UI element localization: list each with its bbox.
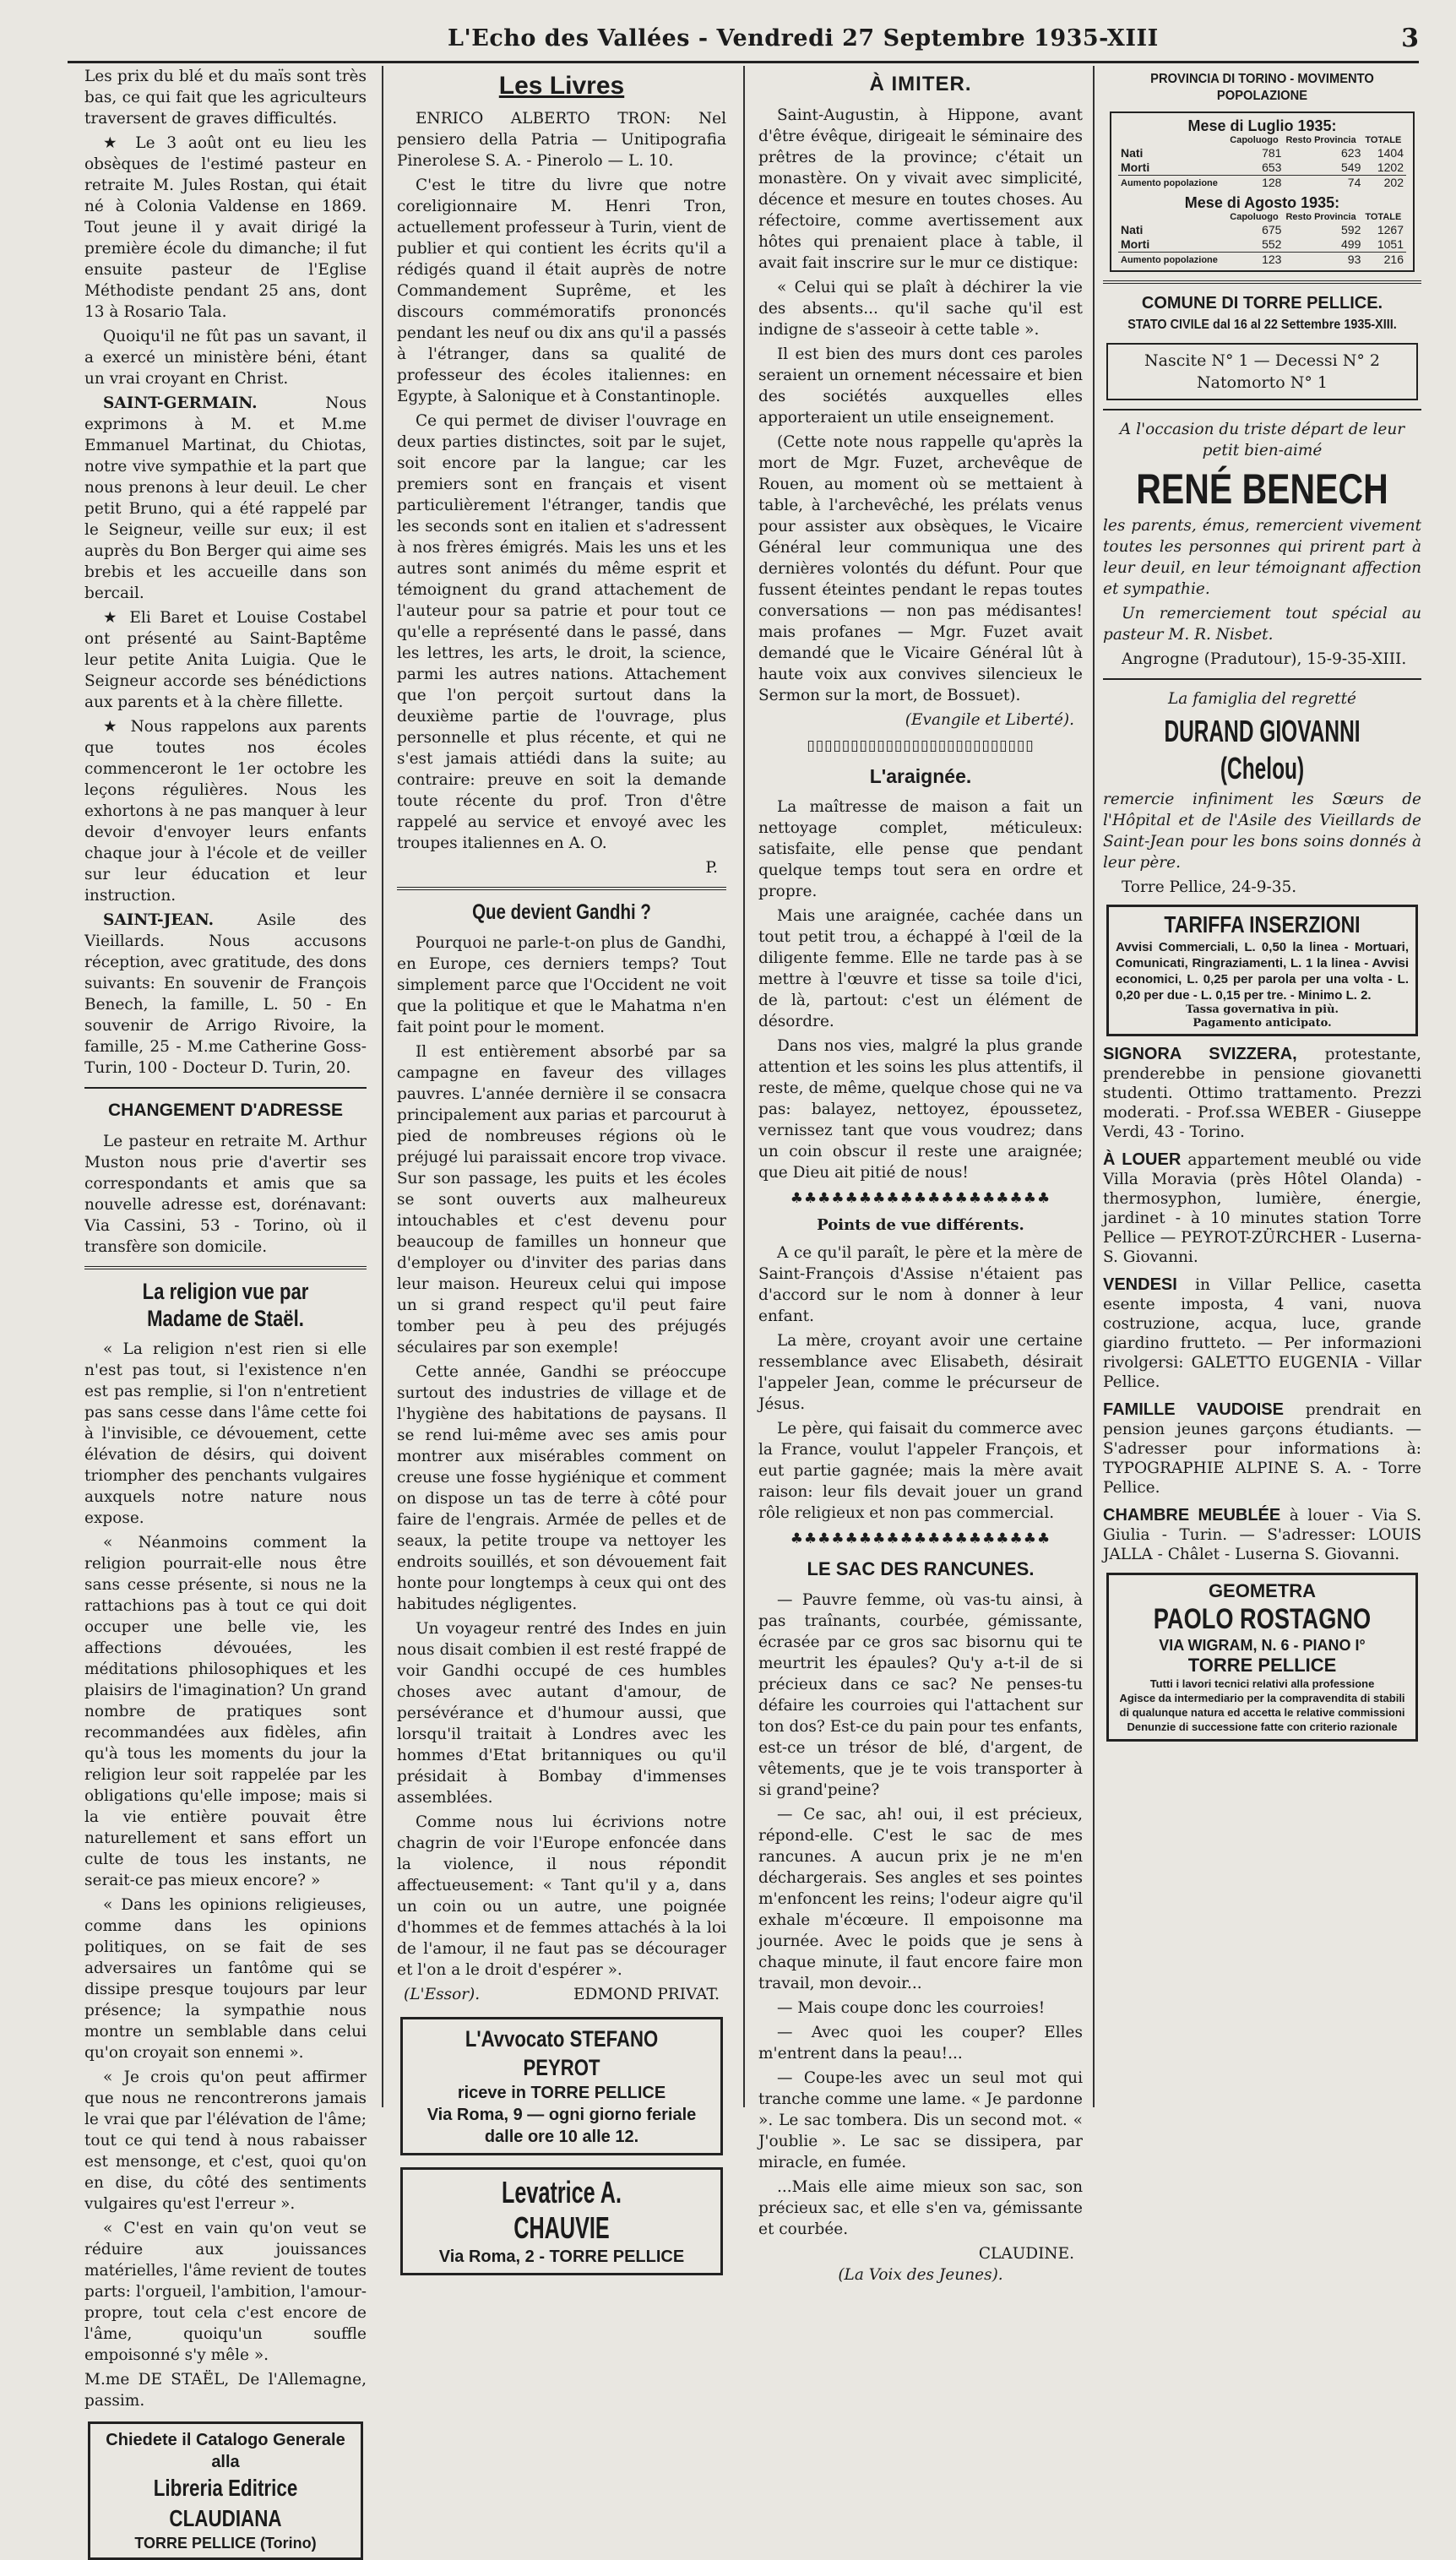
headline-provincia: PROVINCIA DI TORINO - MOVIMENTO POPOLAZIONE	[1150, 72, 1374, 103]
column-divider	[743, 66, 745, 2107]
table-cell: 1404	[1377, 146, 1404, 160]
news-saint-jean	[84, 910, 367, 1079]
signature: CLAUDINE.	[978, 2245, 1074, 2263]
divider	[84, 1266, 367, 1269]
table-cell: Aumento popolazione	[1118, 253, 1228, 268]
table-cell: 623	[1341, 146, 1361, 160]
paragraph: Dans nos vies, malgré la plus grande attention et les soins les plus attentifs, il reste, de même, quelque chose qui ne va pas: balayez, nettoyez, époussetez, vernissez tant que vous voudrez; dans un coin obscur il reste une araignée; que Dieu ait pitié de nous!	[758, 1037, 1083, 1182]
table-cell: 74	[1284, 176, 1363, 191]
table-row	[1118, 176, 1406, 191]
divider	[397, 887, 726, 890]
ad-line: Denunzie di successione fatte con criterio razionale	[1127, 1720, 1398, 1733]
ad-text: in Villar Pellice, casetta esente imposta, 4 vani, nuova costruzione, acqua, luce, grande giardino frutteto. — Per informazioni rivolgersi: GALETTO EUGENIA - Villar Pellice.	[1103, 1276, 1421, 1391]
stats-july	[1110, 111, 1415, 272]
table-cell: Nati	[1121, 146, 1144, 160]
table-row	[1118, 146, 1406, 160]
ad-line: GEOMETRA	[1208, 1580, 1317, 1601]
table-cell: 653	[1262, 160, 1282, 174]
nascite-line: Nascite N° 1 — Decessi N° 2	[1144, 351, 1380, 370]
ad-line: TORRE PELLICE (Torino)	[134, 2535, 317, 2552]
ad-text: prendrait en pension jeunes garçons étudiants. — S'adresser pour informations à: TYPOGRAPHIE ALPINE S. A. - Torre Pellice.	[1103, 1401, 1421, 1497]
source-line	[404, 1984, 720, 2005]
table-cell: 1051	[1377, 237, 1404, 251]
column-divider	[1093, 66, 1095, 2107]
ad-text: appartement meublé ou vide Villa Moravia (près Hôtel Olanda) - thermosyphon, lumière, énergie, jardinet - à 10 minutes station Torre Pellice — PEYROT-ZÜRCHER - Luserna-S. Giovanni.	[1103, 1151, 1421, 1266]
paragraph: Mais une araignée, cachée dans un tout petit trou, a échappé à l'œil de la diligente femme. Elle ne tarde pas à se mettre à l'œuvre et tisse sa toile d'ici, de là, partout: c'est un élément de désordre.	[758, 907, 1083, 1030]
paragraph: — Avec quoi les couper? Elles m'entrent dans la peau!...	[758, 2024, 1083, 2063]
paragraph: Il est entièrement absorbé par sa campagne en faveur des villages pauvres. L'année dernière il se consacra principalement aux parias et parcourut à pied de nombreuses régions où le préjugé lui paraissait encore trop vivace. Sur son passage, les puits et les écoles se sont ouverts aux malheureux intouchables et c'est devenu pour beaucoup de familles un honneur que d'employer ou d'inviter des parias dans leur maison. Heureux celui qui impose un si grand respect qu'il peut faire tomber peu à peu des préjugés séculaires par son exemple!	[397, 1043, 726, 1356]
column-divider	[382, 66, 383, 2107]
page-number: 3	[1401, 24, 1419, 53]
paragraph: Les prix du blé et du maïs sont très bas, ce qui fait que les agriculteurs traversent de graves difficultés.	[84, 68, 367, 128]
headline-comune: COMUNE DI TORRE PELLICE.	[1141, 294, 1383, 313]
ad-keyword: CHAMBRE MEUBLÉE	[1103, 1506, 1281, 1525]
table-row	[1118, 253, 1406, 268]
table-cell: 123	[1228, 253, 1284, 268]
ad-item	[1103, 1400, 1421, 1497]
paragraph: Un remerciement tout spécial au pasteur M. R. Nisbet.	[1103, 605, 1421, 644]
paragraph: « Néanmoins comment la religion pourrait-elle nous être sans cesse présente, si nous ne la rattachions pas à tout ce qui doit occuper une belle vie, les affections dévouées, les méditations philosophiques et les plaisirs de l'imagination? Un grand nombre de pratiques sont recommandées aux fidèles, afin qu'à tous les moments du jour la religion leur soit rappelée par les obligations qu'elle impose; mais si la vie entière pouvait être naturellement et sans effort un culte de tous les instants, ne serait-ce pas mieux encore? »	[84, 1534, 367, 1889]
page-header	[68, 24, 1419, 63]
tariffa-box	[1106, 905, 1418, 1036]
ornament-divider: ♣♣♣♣♣♣♣♣♣♣♣♣♣♣♣♣♣♣♣	[790, 1190, 1051, 1207]
ornament-divider: ♣♣♣♣♣♣♣♣♣♣♣♣♣♣♣♣♣♣♣	[790, 1530, 1051, 1547]
headline-sac-des-rancunes: LE SAC DES RANCUNES.	[807, 1558, 1035, 1579]
tariffa-note: Tassa governativa in più.	[1185, 1003, 1339, 1016]
ad-item	[1103, 1275, 1421, 1392]
ad-line: VIA WIGRAM, N. 6 - PIANO I°	[1159, 1637, 1366, 1654]
headline-gandhi: Que devient Gandhi ?	[472, 900, 651, 924]
ad-line: Agisce da intermediario per la compravendita di stabili di qualunque natura ed accetta le relative commissioni	[1119, 1692, 1405, 1719]
tariffa-text: Avvisi Commerciali, L. 0,50 la linea - Mortuari, Comunicati, Ringraziamenti, L. 1 la linea - Avvisi economici, L. 0,25 per parola per una volta - L. 0,20 per due - L. 0,15 per tre. - Minimo L. 2.	[1116, 940, 1409, 1003]
paragraph: « Je crois qu'on peut affirmer que nous ne rencontrerons jamais le vrai que par l'élévation de l'âme; tout ce qui tend à nous rabaisser est mensonge, et c'est, quoi qu'on en dise, du côté des sentiments vulgaires qu'est l'erreur ».	[84, 2068, 367, 2213]
paragraph: Un voyageur rentré des Indes en juin nous disait combien il est resté frappé de voir Gandhi occupé de ces humbles choses avec autant d'amour, de persévérance et d'humour aussi, que lorsqu'il traitait à Londres avec les hommes d'Etat britanniques ou qu'il présidait à Bombay d'immenses assemblées.	[397, 1620, 726, 1807]
table-cell: Nati	[1121, 223, 1144, 236]
ad-item	[1103, 1150, 1421, 1267]
headline-araignee: L'araignée.	[869, 765, 972, 787]
place-date: Torre Pellice, 24-9-35.	[1122, 878, 1297, 896]
paragraph: « Celui qui se plaît à déchirer la vie des absents... qu'il sache qu'il est indigne de s'asseoir à cette table ».	[758, 279, 1083, 339]
paragraph: (Cette note nous rappelle qu'après la mort de Mgr. Fuzet, archevêque de Rouen, au moment où se mettaient à table, à l'archevêché, les prélats venus pour assister aux obsèques, le Vicaire Général leur communiqua une des dernières volontés du défunt. Pour que fussent éteintes pendant le repas toutes conversations — non pas médisantes! mais profanes — Mgr. Fuzet avait demandé que le Vicaire Général lût à haute voix aux convives silencieux le Sermon sur la mort, de Bossuet).	[758, 433, 1083, 704]
col-header: Capoluogo	[1230, 135, 1279, 145]
table-row	[1118, 223, 1406, 237]
signature: P.	[705, 859, 718, 877]
ad-keyword: FAMILLE VAUDOISE	[1103, 1400, 1284, 1419]
ad-text: à louer - Via S. Giulia - Turin. — S'adresser: LOUIS JALLA - Châlet - Luserna S. Giovanni.	[1103, 1507, 1421, 1563]
benech-intro: A l'occasion du triste départ de leur petit bien-aimé	[1119, 421, 1405, 459]
col-header: TOTALE	[1365, 135, 1402, 145]
paragraph: — Mais coupe donc les courroies!	[777, 1999, 1046, 2017]
ad-claudiana	[88, 2421, 363, 2560]
table-cell: 93	[1284, 253, 1363, 268]
table-row	[1118, 160, 1406, 176]
column-4	[1103, 66, 1421, 2111]
classified-ads	[1103, 1045, 1421, 1564]
stato-civile-box	[1106, 343, 1418, 400]
tariffa-note: Pagamento anticipato.	[1193, 1017, 1332, 1030]
ad-line: Libreria Editrice CLAUDIANA	[153, 2475, 298, 2531]
stats-table	[1118, 135, 1406, 190]
ornament-divider: ▯▯▯▯▯▯▯▯▯▯▯▯▯▯▯▯▯▯▯▯▯▯▯▯▯▯	[807, 737, 1035, 754]
signature: EDMOND PRIVAT.	[573, 1986, 720, 2003]
headline-a-imiter: À IMITER.	[869, 73, 972, 95]
paragraph: remercie infiniment les Sœurs de l'Hôpital et de l'Asile des Vieillards de Saint-Jean pour les bons soins donnés à leur père.	[1103, 791, 1421, 872]
column-1	[84, 66, 367, 2552]
paragraph: — Pauvre femme, où vas-tu ainsi, à pas traînants, courbée, gémissante, écrasée par ce gros sac bisornu qui te meurtrit les épaules? Qu'y a-t-il de si précieux dans ce sac? Ne penses-tu défaire les courroies qui l'attachent sur ton dos? Est-ce du pain pour tes enfants, est-ce un trésor de blé, d'argent, de vêtements, que je te vois transporter à si grand'peine?	[758, 1591, 1083, 1799]
divider	[84, 1087, 367, 1089]
paragraph: Le père, qui faisait du commerce avec la France, voulut l'appeler François, et eut partie gagnée; mais la mère avait raison: leur fils devait jouer un grand rôle religieux et non pas commercial.	[758, 1420, 1083, 1522]
stats-table	[1118, 212, 1406, 267]
paragraph: Ce qui permet de diviser l'ouvrage en deux parties distinctes, soit par le sujet, soit encore par la langue; car les premiers sont en français et visent particulièrement l'étranger, tandis que les seconds sont en italien et s'adressent à nos frères émigrés. Mais les uns et les autres sont animés du même esprit et témoignent du grand attachement de l'auteur pour sa patrie et pour tout ce qu'elle a représenté dans le passé, dans les lettres, les arts, le droit, la science, parmi les autres nations. Attachement que l'on perçoit surtout dans la deuxième partie de l'ouvrage, plus personnelle et plus récente, et qui ne s'est jamais attiédi dans la suite; au contraire: preuve en soit la demande toute récente du prof. Tron d'être rappelé au service et envoyé avec les troupes italiennes en A. O.	[397, 412, 726, 852]
paragraph: « C'est en vain qu'on veut se réduire aux jouissances matérielles, l'âme revient de toutes parts: l'orgueil, l'ambition, l'amour-propre, tout cela c'est encore de l'âme, quoiqu'un souffle empoisonné s'y mêle ».	[84, 2220, 367, 2364]
paragraph: — Coupe-les avec un seul mot qui tranche comme une lame. « Je pardonne ». Le sac tombera. Dis un second mot. « J'oublie ». Le sac se dissipera, par miracle, en fumée.	[758, 2069, 1083, 2171]
durand-intro: La famiglia del regretté	[1168, 690, 1356, 708]
ad-line: Levatrice A. CHAUVIE	[502, 2175, 622, 2245]
source: (L'Essor).	[404, 1986, 481, 2003]
paragraph: — Ce sac, ah! oui, il est précieux, répond-elle. C'est le sac de mes rancunes. A aucun prix je ne m'en déchargerais. Ses angles et ses pointes m'enfoncent les reins; l'odeur aigre qu'il exhale m'écœure. Il empoisonne ma journée. Avec le poids que je sens à chaque minute, il faut encore faire mon travail, mon devoir...	[758, 1806, 1083, 1992]
paragraph: Comme nous lui écrivions notre chagrin de voir l'Europe enfoncée dans la violence, il nous répondit affectueusement: « Tant qu'il y a, dans un coin ou un autre, une poignée d'hommes et de femmes attachés à la loi de l'amour, il ne faut pas se décourager et l'on a le droit d'espérer ».	[397, 1813, 726, 1979]
paragraph: C'est le titre du livre que notre coreligionnaire M. Henri Tron, actuellement professeur à Turin, vient de publier et qui contient les écrits qu'il a rédigés quand il était auprès de notre Commandement Suprême, et les discours commémoratifs prononcés pendant les neuf ou dix ans qu'il a passés à l'étranger, dans sa qualité de professeur des écoles italiennes: en Egypte, à Salonique et à Constantinople.	[397, 177, 726, 405]
table-cell: Morti	[1121, 160, 1150, 174]
source: (La Voix des Jeunes).	[838, 2266, 1003, 2284]
ad-keyword: À LOUER	[1103, 1150, 1182, 1169]
tariffa-title: TARIFFA INSERZIONI	[1164, 911, 1361, 938]
ad-line: TORRE PELLICE	[1187, 1655, 1337, 1676]
ad-item	[1103, 1506, 1421, 1564]
table-cell: 1202	[1377, 160, 1404, 174]
col-header: TOTALE	[1365, 212, 1402, 222]
paragraph: ...Mais elle aime mieux son sac, son précieux sac, et elle s'en va, gémissante et courbée.	[758, 2178, 1083, 2238]
signature: M.me DE STAËL, De l'Allemagne, passim.	[84, 2371, 367, 2410]
column-3	[758, 66, 1083, 2284]
paragraph: A ce qu'il paraît, le père et la mère de Saint-François d'Assise n'étaient pas d'accord sur le nom à donner à leur enfant.	[758, 1244, 1083, 1325]
table-row	[1118, 237, 1406, 253]
header-title: L'Echo des Vallées - Vendredi 27 Septembre 1935-XIII	[448, 25, 1159, 52]
col-header: Capoluogo	[1230, 212, 1279, 222]
place-label: SAINT-JEAN.	[103, 911, 215, 929]
stats-caption: Mese di Agosto 1935:	[1184, 194, 1340, 211]
paragraph: « Dans les opinions religieuses, comme dans les opinions politiques, on se fait de ses adversaires un fantôme qui se dissipe presque toujours par leur présence; la sympathie nous montre un semblable dans celui qu'on croyait son ennemi ».	[84, 1896, 367, 2062]
table-cell: 1267	[1377, 223, 1404, 236]
stato-civile: STATO CIVILE dal 16 al 22 Settembre 1935-XIII.	[1127, 318, 1397, 332]
ad-line: Chiedete il Catalogo Generale alla	[106, 2431, 345, 2471]
col-header: Resto Provincia	[1285, 212, 1356, 222]
table-cell: 781	[1262, 146, 1282, 160]
headline-les-livres: Les Livres	[498, 72, 625, 100]
table-cell: 499	[1341, 237, 1361, 251]
paragraph: La mère, croyant avoir une certaine ressemblance avec Elisabeth, désirait l'appeler Jean, comme le précurseur de Jésus.	[758, 1332, 1083, 1413]
divider	[1103, 280, 1421, 284]
paragraph-text: Nous exprimons à M. et M.me Emmanuel Martinat, du Chiotas, notre vive sympathie et la part que nous prenons à leur deuil. Le cher petit Bruno, qui a été rappelé par le Seigneur, veille sur eux; il est auprès du Bon Berger qui aime ses brebis et les accueille dans son bercail.	[84, 394, 367, 602]
table-cell: 549	[1341, 160, 1361, 174]
paragraph: Saint-Augustin, à Hippone, avant d'être évêque, dirigeait le séminaire des prêtres de la province; c'était un monastère. On y vivait avec simplicité, décence et mesure en toutes choses. Au réfectoire, comme avertissement aux hôtes qui prenaient place à table, il avait fait inscrire sur le mur ce distique:	[758, 106, 1083, 272]
paragraph: Il est bien des murs dont ces paroles seraient un ornement nécessaire et bien des sociétés auxquelles elles apporteraient un utile enseignement.	[758, 345, 1083, 427]
divider	[1103, 678, 1421, 680]
paragraph: La maîtresse de maison a fait un nettoyage complet, méticuleux: satisfaite, elle pense que pendant quelque temps tout sera en ordre et propre.	[758, 798, 1083, 900]
paragraph: Quoiqu'il ne fût pas un savant, il a exercé un ministère béni, étant un vrai croyant en Christ.	[84, 328, 367, 388]
paragraph: Cette année, Gandhi se préoccupe surtout des industries de village et de l'hygiène des habitations de paysans. Il se rend lui-même avec ses amis pour montrer aux misérables comment on creuse une fosse hygiénique et comment on dispose un tas de terre à côté pour faire de l'engrais. Armée de pelles et de seaux, la petite troupe va nettoyer les endroits souillés, et son dévouement fait honte pour longtemps à ceux qui ont des habitudes négligentes.	[397, 1363, 726, 1613]
news-saint-germain	[84, 393, 367, 604]
source: (Evangile et Liberté).	[905, 711, 1074, 729]
table-cell: 552	[1262, 237, 1282, 251]
paragraph: Pourquoi ne parle-t-on plus de Gandhi, en Europe, ces derniers temps? Tout simplement parce que l'Occident ne voit que la politique et que le Mahatma n'en fait point pour le moment.	[397, 934, 726, 1036]
headline-stael: La religion vue par Madame de Staël.	[142, 1279, 309, 1331]
paragraph-text: Asile des Vieillards. Nous accusons réception, avec gratitude, des dons suivants: En souvenir de François Benech, la famille, L. 50 - En souvenir de Arrigo Rivoire, la famille, 25 - M.me Catherine Goss-Turin, 100 - Docteur D. Turin, 20.	[84, 911, 367, 1077]
table-cell: 128	[1228, 176, 1284, 191]
ad-line: L'Avvocato STEFANO PEYROT	[465, 2026, 659, 2080]
place-label: SAINT-GERMAIN.	[103, 394, 258, 412]
book-reference: ENRICO ALBERTO TRON: Nel pensiero della Patria — Unitipografia Pinerolese S. A. - Pinerolo — L. 10.	[397, 110, 726, 170]
headline-points-de-vue: Points de vue différents.	[817, 1216, 1024, 1234]
column-2	[397, 66, 726, 2266]
divider	[1103, 409, 1421, 410]
ad-geometra	[1106, 1573, 1418, 1742]
name-rene-benech: RENÉ BENECH	[1136, 465, 1388, 513]
natomorto-line: Natomorto N° 1	[1197, 373, 1328, 392]
table-cell: Morti	[1121, 237, 1150, 251]
ad-text: protestante, prenderebbe in pensione giovanetti studenti. Ottimo trattamento. Prezzi moderati. - Prof.ssa WEBER - Giuseppe Verdi, 43 - Torino.	[1103, 1046, 1421, 1141]
paragraph: « La religion n'est rien si elle n'est pas tout, si l'existence n'en est pas remplie, si l'on n'entretient pas sans cesse dans l'âme cette foi à l'invisible, ce dévouement, cette élévation de désirs, qui doivent triompher des penchants vulgaires auxquels notre nature nous expose.	[84, 1340, 367, 1527]
headline-change-address: CHANGEMENT D'ADRESSE	[107, 1101, 343, 1120]
paragraph: les parents, émus, remercient vivement toutes les personnes qui prirent part à leur deuil, en leur témoignant affection et sympathie.	[1103, 517, 1421, 598]
ad-keyword: SIGNORA SVIZZERA,	[1103, 1045, 1297, 1063]
table-cell: 592	[1341, 223, 1361, 236]
table-cell: 216	[1363, 253, 1406, 268]
ad-chauvie	[400, 2167, 723, 2275]
ad-item	[1103, 1045, 1421, 1142]
paragraph: ★ Le 3 août ont eu lieu les obsèques de l'estimé pasteur en retraite M. Jules Rostan, qui était né à Colonia Valdense en 1869. Tout jeune il y avait dirigé la première école du dimanche; il fut ensuite pasteur de l'Eglise Méthodiste pendant 25 ans, dont 13 à Rosario Tala.	[84, 134, 367, 321]
paragraph: Le pasteur en retraite M. Arthur Muston nous prie d'avertir ses correspondants et amis que sa nouvelle adresse est, dorénavant: Via Cassini, 53 - Torino, où il transfère son domicile.	[84, 1133, 367, 1256]
ad-line: Via Roma, 9 — ogni giorno feriale dalle ore 10 alle 12.	[426, 2106, 697, 2146]
ad-keyword: VENDESI	[1103, 1275, 1177, 1294]
col-header: Resto Provincia	[1285, 135, 1356, 145]
name-durand-giovanni: DURAND GIOVANNI (Chelou)	[1164, 714, 1361, 785]
table-cell: 202	[1363, 176, 1406, 191]
paragraph: ★ Nous rappelons aux parents que toutes nos écoles commenceront le 1er octobre les leçons régulières. Nous les exhortons à ne pas manquer à leur devoir d'envoyer leurs enfants chaque jour à l'école et de veiller sur leur éducation et leur instruction.	[84, 718, 367, 905]
ad-peyrot	[400, 2017, 723, 2155]
paragraph: ★ Eli Baret et Louise Costabel ont présenté au Saint-Baptême leur petite Anita Luigia. Que le Seigneur accorde ses bénédictions aux parents et à la chère fillette.	[84, 609, 367, 711]
ad-line: riceve in TORRE PELLICE	[457, 2084, 666, 2102]
stats-caption: Mese di Luglio 1935:	[1187, 117, 1337, 134]
ad-line: Tutti i lavori tecnici relativi alla professione	[1149, 1677, 1375, 1690]
ad-line: Via Roma, 2 - TORRE PELLICE	[438, 2247, 685, 2266]
place-date: Angrogne (Pradutour), 15-9-35-XIII.	[1122, 650, 1407, 668]
ad-line: PAOLO ROSTAGNO	[1153, 1603, 1372, 1635]
table-cell: Aumento popolazione	[1118, 176, 1228, 191]
table-cell: 675	[1262, 223, 1282, 236]
